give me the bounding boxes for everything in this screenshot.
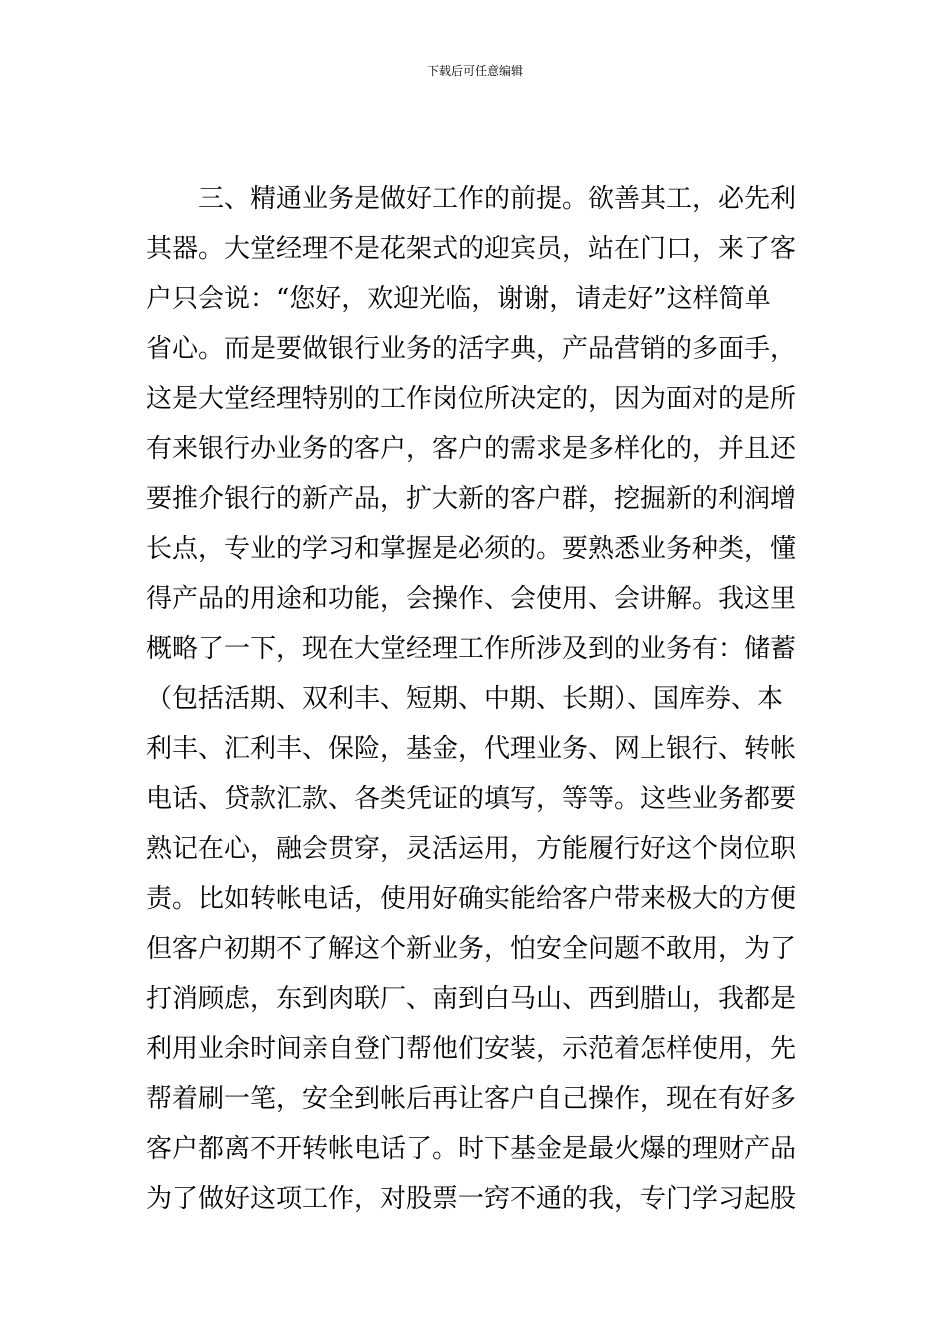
text-line: 概略了一下，现在大堂经理工作所涉及到的业务有：储蓄	[146, 634, 797, 664]
body-paragraph	[146, 174, 806, 1224]
text-line: 其器。大堂经理不是花架式的迎宾员，站在门口，来了客	[146, 234, 797, 264]
text-line: 电话、贷款汇款、各类凭证的填写，等等。这些业务都要	[146, 784, 797, 814]
header-note: 下载后可任意编辑	[426, 64, 523, 78]
text-line: 责。比如转帐电话，使用好确实能给客户带来极大的方便	[146, 884, 797, 914]
text-line: 打消顾虑，东到肉联厂、南到白马山、西到腊山，我都是	[146, 984, 797, 1014]
text-line: 但客户初期不了解这个新业务，怕安全问题不敢用，为了	[146, 934, 797, 964]
text-line: 利用业余时间亲自登门帮他们安装，示范着怎样使用，先	[146, 1034, 797, 1064]
text-line: （包括活期、双利丰、短期、中期、长期）、国库券、本	[146, 684, 784, 714]
text-line: 利丰、汇利丰、保险，基金，代理业务、网上银行、转帐	[146, 734, 797, 764]
text-line: 得产品的用途和功能，会操作、会使用、会讲解。我这里	[146, 584, 797, 614]
text-line: 为了做好这项工作，对股票一窍不通的我，专门学习起股	[146, 1184, 797, 1214]
text-line: 要推介银行的新产品，扩大新的客户群，挖掘新的利润增	[146, 484, 797, 514]
text-line: 省心。而是要做银行业务的活字典，产品营销的多面手，	[146, 334, 797, 364]
text-line: 户只会说：“您好，欢迎光临，谢谢，请走好”这样简单	[146, 284, 771, 314]
text-line: 帮着刷一笔，安全到帐后再让客户自己操作，现在有好多	[146, 1084, 797, 1114]
text-line: 三、精通业务是做好工作的前提。欲善其工，必先利	[198, 184, 797, 214]
text-line: 客户都离不开转帐电话了。时下基金是最火爆的理财产品	[146, 1134, 797, 1164]
text-line: 这是大堂经理特别的工作岗位所决定的，因为面对的是所	[146, 384, 797, 414]
text-line: 熟记在心，融会贯穿，灵活运用，方能履行好这个岗位职	[146, 834, 797, 864]
text-line: 有来银行办业务的客户，客户的需求是多样化的，并且还	[146, 434, 797, 464]
text-line: 长点，专业的学习和掌握是必须的。要熟悉业务种类，懂	[146, 534, 797, 564]
